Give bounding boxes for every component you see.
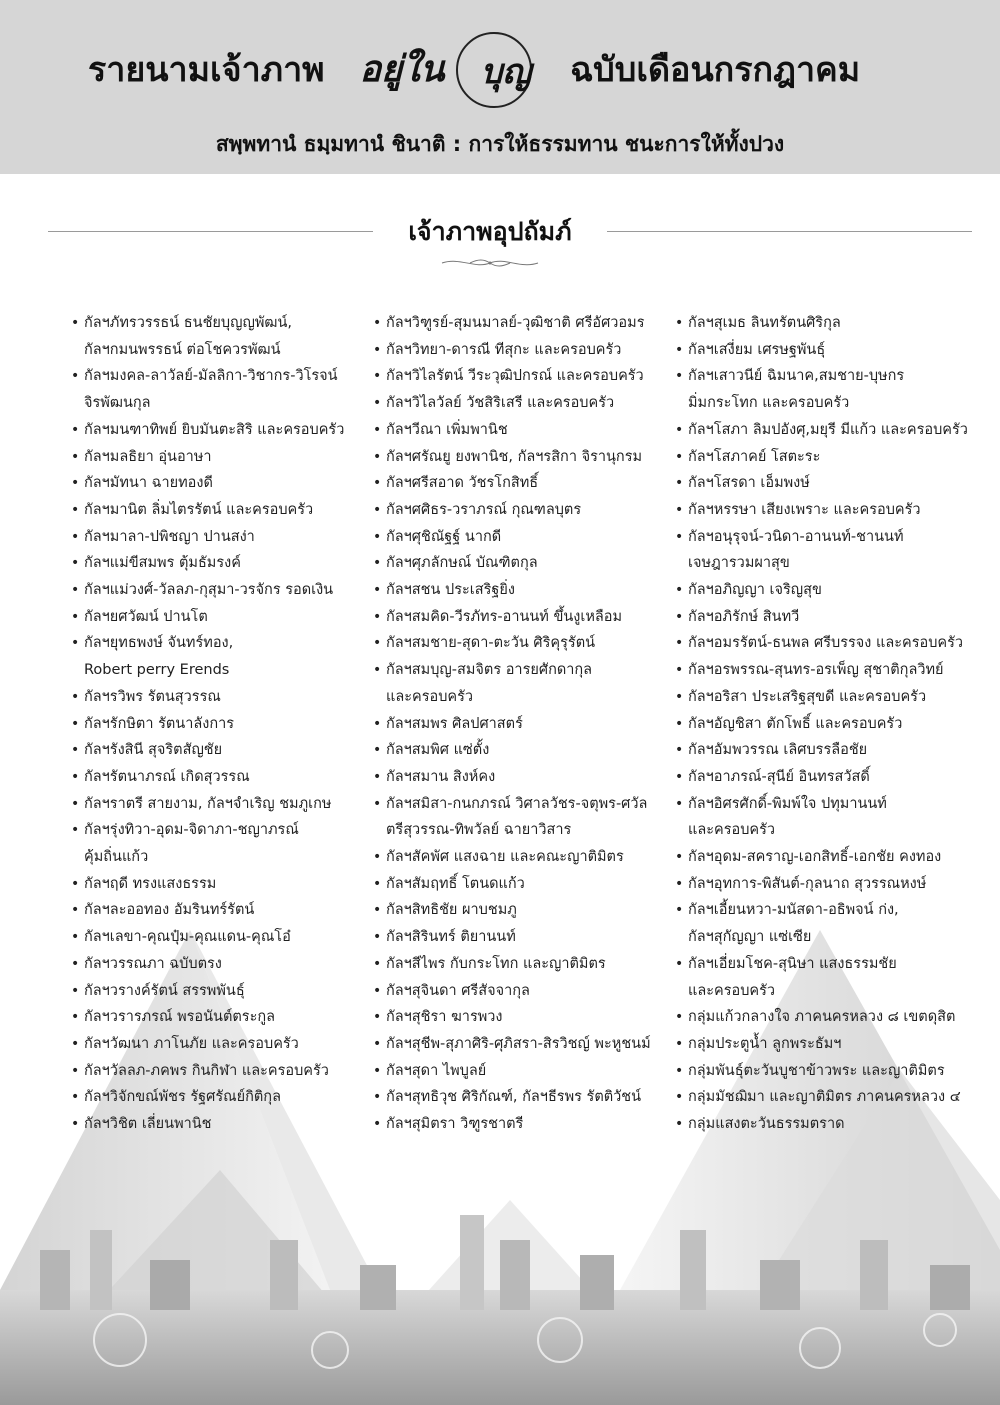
donor-list-item [674, 310, 984, 337]
donor-list-item [372, 470, 672, 497]
donor-list-item [372, 390, 672, 417]
donor-list-item [70, 577, 370, 604]
donor-name-line: • กัลฯศรีสอาด วัชรโกสิทธิ์ [386, 475, 539, 492]
donor-name-line: • กัลฯวิไลรัตน์ วีระวุฒิปกรณ์ และครอบครัว [386, 368, 644, 385]
donor-name-line: • กัลฯสุจินดา ศรีสัจจากุล [386, 982, 530, 999]
donor-list-item [674, 844, 984, 871]
donor-list-item [372, 310, 672, 337]
donor-name-line: • กัลฯอัมพวรรณ เลิศบรรลือชัย [688, 742, 868, 759]
donor-list-item [372, 791, 672, 844]
donor-list-item [674, 444, 984, 471]
donor-name-line: และครอบครัว [688, 982, 776, 999]
donor-name-line: • กัลฯมนฑาทิพย์ ยิบมันตะสิริ และครอบครัว [84, 421, 345, 438]
donor-list-item [70, 978, 370, 1005]
donor-list-item [372, 844, 672, 871]
donor-list-item [372, 363, 672, 390]
logo-word-2: บุญ [480, 52, 532, 92]
donor-name-line: • กัลฯสมบุญ-สมจิตร อารยศักดากุล [386, 662, 593, 679]
donor-column-1 [70, 310, 370, 1138]
donor-list-item [372, 337, 672, 364]
donor-name-line: • กัลฯราตรี สายงาม, กัลฯจำเริญ ชมภูเกษ [84, 795, 332, 812]
donor-list-item [372, 1058, 672, 1085]
donor-list-item [674, 417, 984, 444]
donor-name-line: Robert perry Erends [84, 662, 230, 679]
donor-list-item [674, 470, 984, 497]
donor-list-item [674, 1058, 984, 1085]
donor-name-line: • กัลฯสุทธิวุช ศิริกัณฑ์, กัลฯธีรพร รัตติวัชน์ [386, 1089, 642, 1106]
page-title-right: ฉบับเดือนกรกฎาคม [570, 50, 861, 90]
donor-name-line: • กัลฯสุดา ไพบูลย์ [386, 1062, 487, 1079]
donor-list-item [372, 978, 672, 1005]
donor-name-line: กัลฯกมนพรรธน์ ต่อโชควรพัฒน์ [84, 341, 281, 358]
donor-list-item [372, 524, 672, 551]
donor-list-item [674, 897, 984, 950]
donor-list-item [372, 630, 672, 657]
donor-name-line: • กัลฯมัทนา ฉายทองดี [84, 475, 213, 492]
logo-word-1: อยู่ใน [359, 48, 445, 90]
donor-name-line: • กัลฯสมพิศ แซ่ตั้ง [386, 742, 490, 759]
donor-list-item [70, 871, 370, 898]
magazine-logo [352, 32, 562, 108]
donor-name-line: • กัลฯศุชิณัฐฐ์ นากดี [386, 528, 502, 545]
donor-list-item [372, 1111, 672, 1138]
donor-name-line: • กัลฯศรัณยู ยงพานิช, กัลฯรสิกา จิรานุกรม [386, 448, 643, 465]
donor-list-item [674, 684, 984, 711]
donor-name-line: • กัลฯรวิพร รัตนสุวรรณ [84, 688, 221, 705]
donor-list-item [674, 737, 984, 764]
donor-name-line: • กัลฯโสรดา เอ็มพงษ์ [688, 475, 810, 492]
donor-list-item [372, 951, 672, 978]
donor-list-item [372, 897, 672, 924]
section-title: เจ้าภาพอุปถัมภ์ [408, 217, 572, 246]
donor-name-line: • กัลฯสมพร ศิลปศาสตร์ [386, 715, 523, 732]
donor-list-item [70, 711, 370, 738]
donor-list-item [674, 791, 984, 844]
donor-list-item [674, 1031, 984, 1058]
donor-list-item [372, 1084, 672, 1111]
donor-list-item [372, 924, 672, 951]
donor-list-item [70, 764, 370, 791]
title-row [0, 32, 1000, 102]
donor-name-line: • กัลฯเสงี่ยม เศรษฐพันธุ์ [688, 341, 826, 358]
donor-list-item [70, 684, 370, 711]
donor-name-line: • กัลฯวิชิต เลี่ยนพานิช [84, 1116, 212, 1133]
donor-name-line: • กัลฯวัลลภ-ภคพร กินกิฬา และครอบครัว [84, 1062, 329, 1079]
donor-name-line: • กัลฯวรางค์รัตน์ สรรพพันธุ์ [84, 982, 245, 999]
donor-list-item [372, 497, 672, 524]
donor-list-item [70, 417, 370, 444]
donor-list-item [70, 791, 370, 818]
donor-name-line: • กัลฯมานิต ลิ่มไตรรัตน์ และครอบครัว [84, 501, 314, 518]
donor-list-item [70, 1004, 370, 1031]
donor-list-item [674, 630, 984, 657]
donor-name-line: • กัลฯฤดี ทรงแสงธรรม [84, 875, 217, 892]
donor-list-item [372, 577, 672, 604]
donor-list-item [70, 497, 370, 524]
donor-list-item [372, 1031, 672, 1058]
donor-name-line: • กัลฯเลขา-คุณปุ๋ม-คุณแดน-คุณโอ๋ [84, 929, 291, 946]
donor-name-line: และครอบครัว [688, 822, 776, 839]
donor-name-line: และครอบครัว [386, 688, 474, 705]
donor-name-line: • กัลฯเอี้ยนหวา-มนัสดา-อธิพจน์ ก่ง, [688, 902, 899, 919]
donor-name-line: • กัลฯสุชีพ-สุภาศิริ-ศุภิสรา-สิรวิชญ์ พะหูชนม์ [386, 1035, 651, 1052]
page-title-left: รายนามเจ้าภาพ [88, 50, 325, 90]
donor-name-line: ตรีสุวรรณ-ทิพวัลย์ ฉายาวิสาร [386, 822, 572, 839]
donor-name-line: • กัลฯแม่วงศ์-วัลลภ-กุสุมา-วรจักร รอดเงิน [84, 582, 334, 599]
donor-list-item [70, 470, 370, 497]
donor-list-item [674, 657, 984, 684]
donor-name-line: • กัลฯสมคิด-วีรภัทร-อานนท์ ขึ้นงูเหลือม [386, 608, 623, 625]
donor-name-line: • กัลฯยศวัฒน์ ปานโต [84, 608, 208, 625]
donor-name-line: • กลุ่มแก้วกลางใจ ภาคนครหลวง ๘ เขตดุสิต [688, 1009, 956, 1026]
donor-list-item [372, 1004, 672, 1031]
donor-list-item [70, 897, 370, 924]
donor-name-line: • กัลฯสิรินทร์ ติยานนท์ [386, 929, 516, 946]
donor-name-line: • กัลฯสชน ประเสริฐยิ่ง [386, 582, 515, 599]
donor-list-item [372, 764, 672, 791]
donor-name-line: • กัลฯอัญชิสา ตักโพธิ์ และครอบครัว [688, 715, 903, 732]
donor-name-line: • กัลฯโสภา ลิมปอังศุ,มยุรี มีแก้ว และครอบครัว [688, 421, 968, 438]
header-banner [0, 0, 1000, 174]
donor-name-line: • กัลฯมลธิยา อุ่นอาษา [84, 448, 212, 465]
donor-list-item [70, 524, 370, 551]
donor-name-line: • กัลฯอุทการ-พิสันต์-กุลนาถ สุวรรณหงษ์ [688, 875, 927, 892]
donor-list-item [674, 871, 984, 898]
donor-name-line: • กัลฯวิไลวัลย์ วัชสิริเสรี และครอบครัว [386, 395, 615, 412]
donor-list-item [70, 817, 370, 870]
donor-list-item [70, 737, 370, 764]
donor-name-line: • กัลฯศุภลักษณ์ บัณฑิตกุล [386, 555, 538, 572]
divider-right [607, 231, 972, 232]
donor-name-line: • กัลฯโสภาคย์ โสตะระ [688, 448, 821, 465]
donor-name-line: • กัลฯสีไพร กับกระโทก และญาติมิตร [386, 955, 606, 972]
donor-name-line: • กลุ่มพันธุ์ตะวันบูชาข้าวพระ และญาติมิตร [688, 1062, 945, 1079]
donor-name-line: • กัลฯอุดม-สคราญ-เอกสิทธิ์-เอกชัย คงทอง [688, 849, 942, 866]
donor-name-line: • กลุ่มประตูน้ำ ลูกพระธัมฯ [688, 1035, 842, 1052]
donor-list-item [372, 657, 672, 710]
donor-name-line: • กัลฯมาลา-ปพิชญา ปานสง่า [84, 528, 255, 545]
donor-name-line: • กัลฯหรรษา เสียงเพราะ และครอบครัว [688, 501, 921, 518]
donor-name-line: คุ้มถิ่นแก้ว [84, 849, 149, 866]
donor-list-item [70, 1058, 370, 1085]
donor-name-line: • กัลฯอริสา ประเสริฐสุขดี และครอบครัว [688, 688, 927, 705]
donor-name-line: • กัลฯวิจักขณ์พัชร รัฐศรัณย์กิติกุล [84, 1089, 281, 1106]
donor-name-line: • กัลฯสมชาย-สุดา-ตะวัน ศิริคุรุรัตน์ [386, 635, 596, 652]
donor-list-item [372, 604, 672, 631]
donor-name-line: กัลฯสุกัญญา แซ่เซีย [688, 929, 812, 946]
donor-list-item [70, 630, 370, 683]
donor-name-line: • กัลฯวรารภรณ์ พรอนันต์ตระกูล [84, 1009, 276, 1026]
donor-name-line: • กัลฯอรพรรณ-สุนทร-อรเพ็ญ สุชาติกุลวิทย์ [688, 662, 944, 679]
donor-list-item [372, 550, 672, 577]
donor-list-item [372, 711, 672, 738]
flourish-ornament-icon [440, 256, 540, 270]
donor-name-line: • กัลฯวรรณภา ฉบับตรง [84, 955, 222, 972]
donor-name-line: • กัลฯรักษิตา รัตนาลังการ [84, 715, 235, 732]
donor-name-line: • กัลฯสิทธิชัย ผาบชมภู [386, 902, 517, 919]
donor-name-line: • กลุ่มแสงตะวันธรรมตราด [688, 1116, 845, 1133]
donor-column-3 [674, 310, 984, 1138]
donor-list-item [674, 337, 984, 364]
donor-list-item [674, 1004, 984, 1031]
donor-name-line: • กัลฯอาภรณ์-สุนีย์ อินทรสวัสดิ์ [688, 768, 870, 785]
donor-name-line: • กัลฯสุมิตรา วิฑูรชาตรี [386, 1116, 524, 1133]
donor-list-item [674, 604, 984, 631]
donor-name-line: • กัลฯแม่ขีสมพร ตุ้มธัมรงค์ [84, 555, 241, 572]
donor-list-item [70, 550, 370, 577]
donor-name-line: • กัลฯวีณา เพิ่มพานิช [386, 421, 508, 438]
donor-name-line: • กัลฯเสาวนีย์ ฉิมนาค,สมชาย-บุษกร [688, 368, 905, 385]
donor-name-line: • กัลฯรัตนาภรณ์ เกิดสุวรรณ [84, 768, 250, 785]
donor-name-line: • กลุ่มมัชฌิมา และญาติมิตร ภาคนครหลวง ๔ [688, 1089, 961, 1106]
donor-list-item [70, 924, 370, 951]
donor-name-line: • กัลฯอภิญญา เจริญสุข [688, 582, 822, 599]
donor-list-item [372, 417, 672, 444]
donor-list-item [674, 951, 984, 1004]
donor-name-line: • กัลฯอิศรศักดิ์-พิมพ์ใจ ปทุมานนท์ [688, 795, 887, 812]
donor-name-line: เจษฎารวมผาสุข [688, 555, 790, 572]
donor-name-line: • กัลฯอนุรุจน์-วนิดา-อานนท์-ชานนท์ [688, 528, 904, 545]
donor-list-item [674, 1084, 984, 1111]
donor-column-2 [372, 310, 672, 1138]
donor-list-item [674, 1111, 984, 1138]
donor-name-line: • กัลฯสัมฤทธิ์ โตนดแก้ว [386, 875, 525, 892]
donor-name-line: • กัลฯสมิสา-กนกภรณ์ วิศาลวัชร-จตุพร-ศวัล [386, 795, 648, 812]
donor-name-line: • กัลฯยุทธพงษ์ จันทร์ทอง, [84, 635, 234, 652]
donor-name-line: • กัลฯสุเมธ ลินทรัตนศิริกุล [688, 315, 841, 331]
donor-list-item [70, 604, 370, 631]
donor-name-line: • กัลฯละออทอง อัมรินทร์รัตน์ [84, 902, 255, 919]
donor-name-line: • กัลฯภัทรวรรธน์ ธนชัยบุญญพัฒน์, [84, 315, 292, 331]
donor-list-item [674, 764, 984, 791]
donor-name-line: • กัลฯรุ่งทิวา-อุดม-จิดาภา-ชญาภรณ์ [84, 822, 299, 839]
donor-list-item [70, 444, 370, 471]
page-subtitle: สพฺพทานํ ธมฺมทานํ ชินาติ : การให้ธรรมทาน ชนะการให้ทั้งปวง [215, 132, 785, 156]
donor-name-line: จิรพัฒนกุล [84, 395, 151, 412]
donor-name-line: • กัลฯสัคพัศ แสงฉาย และคณะญาติมิตร [386, 849, 624, 866]
donor-list-item [372, 444, 672, 471]
donor-list-item [674, 711, 984, 738]
donor-name-line: • กัลฯวัฒนา ภาโนภัย และครอบครัว [84, 1035, 299, 1052]
section-header [0, 210, 1000, 280]
donor-name-line: • กัลฯอภิรักษ์ สินทวี [688, 608, 800, 625]
donor-list-item [70, 951, 370, 978]
donor-name-line: • กัลฯวิฑูรย์-สุมนมาลย์-วุฒิชาติ ศรีอัศวอมร [386, 315, 645, 331]
donor-name-line: มิ่มกระโทก และครอบครัว [688, 395, 850, 412]
donor-name-line: • กัลฯสุชิรา ฆารพวง [386, 1009, 503, 1026]
donor-list-item [372, 871, 672, 898]
donor-name-line: • กัลฯรังสินี สุจริตสัญชัย [84, 742, 223, 759]
donor-list-item [674, 524, 984, 577]
donor-list-item [372, 737, 672, 764]
donor-list-item [674, 577, 984, 604]
donor-list-item [70, 1031, 370, 1058]
donor-name-line: • กัลฯเอี่ยมโชค-สุนิษา แสงธรรมชัย [688, 955, 897, 972]
donor-list-item [674, 497, 984, 524]
donor-list-item [674, 363, 984, 416]
donor-list-item [70, 310, 370, 363]
donor-list-item [70, 1111, 370, 1138]
donor-list-item [70, 363, 370, 416]
donor-name-line: • กัลฯอมรรัตน์-ธนพล ศรีบรรจง และครอบครัว [688, 635, 964, 652]
donor-name-line: • กัลฯสมาน สิงห์คง [386, 768, 496, 785]
donor-list-item [70, 1084, 370, 1111]
donor-name-line: • กัลฯวิทยา-ดารณี ทีสุกะ และครอบครัว [386, 341, 622, 358]
donor-name-line: • กัลฯศศิธร-วราภรณ์ กุณฑลบุตร [386, 501, 582, 518]
donor-name-line: • กัลฯมงคล-ลาวัลย์-มัลลิกา-วิชากร-วิโรจน์ [84, 368, 338, 385]
